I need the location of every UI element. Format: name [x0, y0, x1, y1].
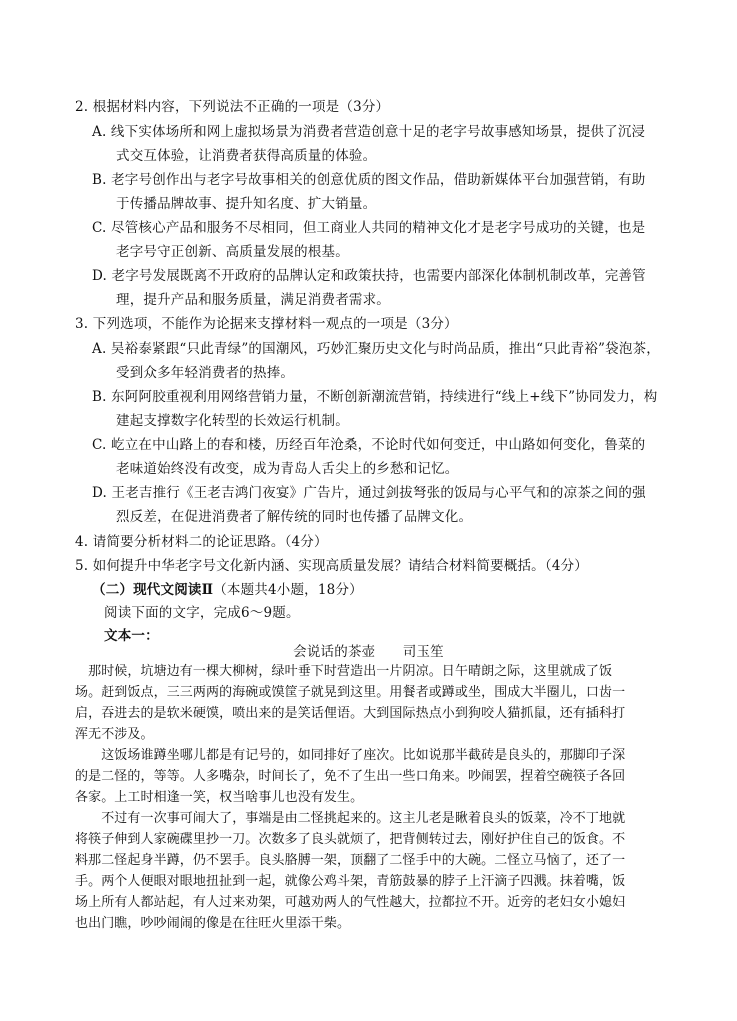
q4-stem: 4. 请简要分析材料二的论证思路。（4分） [75, 534, 328, 550]
q3-option-d-line2: 烈反差，在促进消费者了解传统的同时也传播了品牌文化。 [116, 509, 473, 525]
section-heading-rest: （本题共4小题，18分） [213, 582, 363, 598]
q3-option-b-line2: 建起支撑数字化转型的长效运行机制。 [116, 413, 349, 429]
story-line: 将筷子伸到人家碗碟里抄一刀。次数多了良头就烦了，把背侧转过去，刚好护住自己的饭食。不 [75, 832, 626, 847]
q2-option-b-line1: B. 老字号创作出与老字号故事相关的创意优质的图文作品，借助新媒体平台加强营销，有助 [92, 172, 646, 188]
q3-option-d-line1: D. 王老吉推行《王老吉鸿门夜宴》广告片，通过剑拔弩张的饭局与心平气和的凉茶之间的强 [92, 485, 646, 501]
q2-option-c-line1: C. 尽管核心产品和服务不尽相同，但工商业人共同的精神文化才是老字号成功的关键，也是 [92, 220, 646, 236]
text-one-label: 文本一： [104, 628, 159, 644]
story-line: 手。两个人便眼对眼地扭扯到一起，就像公鸡斗架，青筋鼓暴的脖子上汗滴子四溅。抹着嘴，饭 [75, 874, 626, 889]
story-line: 那时候，坑塘边有一棵大柳树，绿叶垂下时营造出一片阴凉。日午晴朗之际，这里就成了饭 [75, 664, 613, 679]
story-line: 浑无不涉及。 [75, 727, 154, 742]
q2-option-d-line1: D. 老字号发展既离不开政府的品牌认定和政策扶持，也需要内部深化体制机制改革，完善管 [92, 268, 646, 284]
q3-option-b-line1: B. 东阿阿胶重视利用网络营销力量，不断创新潮流营销，持续进行“线上+线下”协同发力，构 [92, 389, 658, 405]
section-heading-bold: （二）现代文阅读Ⅱ [92, 582, 214, 598]
story-line: 也出门瞧，吵吵闹闹的像是在往旺火里添干柴。 [75, 916, 351, 931]
q2-option-a-line1: A. 线下实体场所和网上虚拟场景为消费者营造创意十足的老字号故事感知场景，提供了沉浸 [92, 124, 646, 140]
section-heading [92, 580, 363, 600]
story-title: 会说话的茶壶 司玉笙 [293, 644, 444, 660]
story-line: 的是二怪的，等等。人多嘴杂，时间长了，免不了生出一些口角来。吵闹罢，捏着空碗筷子各回 [75, 769, 626, 784]
q3-option-a-line1: A. 吴裕泰紧跟“只此青绿”的国潮风，巧妙汇聚历史文化与时尚品质，推出“只此青裕”袋泡茶， [92, 341, 660, 357]
section-instruction: 阅读下面的文字，完成6～9题。 [104, 605, 300, 621]
story-line: 场上所有人都站起，有人过来劝架，可越劝两人的气性越大，拉都拉不开。近旁的老妇女小媳妇 [75, 895, 626, 910]
q3-stem: 3. 下列选项，不能作为论据来支撑材料一观点的一项是（3分） [75, 316, 458, 332]
q3-option-c-line1: C. 屹立在中山路上的春和楼，历经百年沧桑，不论时代如何变迁，中山路如何变化，鲁菜的 [92, 437, 646, 453]
q2-stem: 2. 根据材料内容，下列说法不正确的一项是（3分） [75, 99, 390, 115]
story-line: 不过有一次事可闹大了，事端是由二怪挑起来的。这主儿老是瞅着良头的饭菜，冷不丁地就 [75, 811, 626, 826]
q3-option-c-line2: 老味道始终没有改变，成为青岛人舌尖上的乡愁和记忆。 [116, 461, 459, 477]
q2-option-d-line2: 理，提升产品和服务质量，满足消费者需求。 [116, 292, 390, 308]
story-line: 各家。上工时相逢一笑，权当啥事儿也没有发生。 [75, 790, 364, 805]
story-line: 启，吞进去的是软米硬馍，喷出来的是笑话俚语。大到国际热点小到狗咬人猫抓鼠，还有插科打 [75, 706, 626, 721]
q5-stem: 5. 如何提升中华老字号文化新内涵、实现高质量发展？请结合材料简要概括。（4分） [75, 558, 589, 574]
q2-option-b-line2: 于传播品牌故事、提升知名度、扩大销量。 [116, 196, 377, 212]
q2-option-c-line2: 老字号守正创新、高质量发展的根基。 [116, 244, 349, 260]
story-line: 这饭场谁蹲坐哪儿都是有记号的，如同排好了座次。比如说那半截砖是良头的，那脚印子深 [75, 748, 626, 763]
story-line: 料那二怪起身半蹲，仍不罢手。良头胳膊一架，顶翻了二怪手中的大碗。二怪立马恼了，还了一 [75, 853, 626, 868]
q2-option-a-line2: 式交互体验，让消费者获得高质量的体验。 [116, 148, 377, 164]
q3-option-a-line2: 受到众多年轻消费者的热捧。 [116, 365, 295, 381]
story-line: 场。赶到饭点，三三两两的海碗或馍筐子就晃到这里。用餐者或蹲或坐，围成大半圈儿，口齿一 [75, 685, 626, 700]
